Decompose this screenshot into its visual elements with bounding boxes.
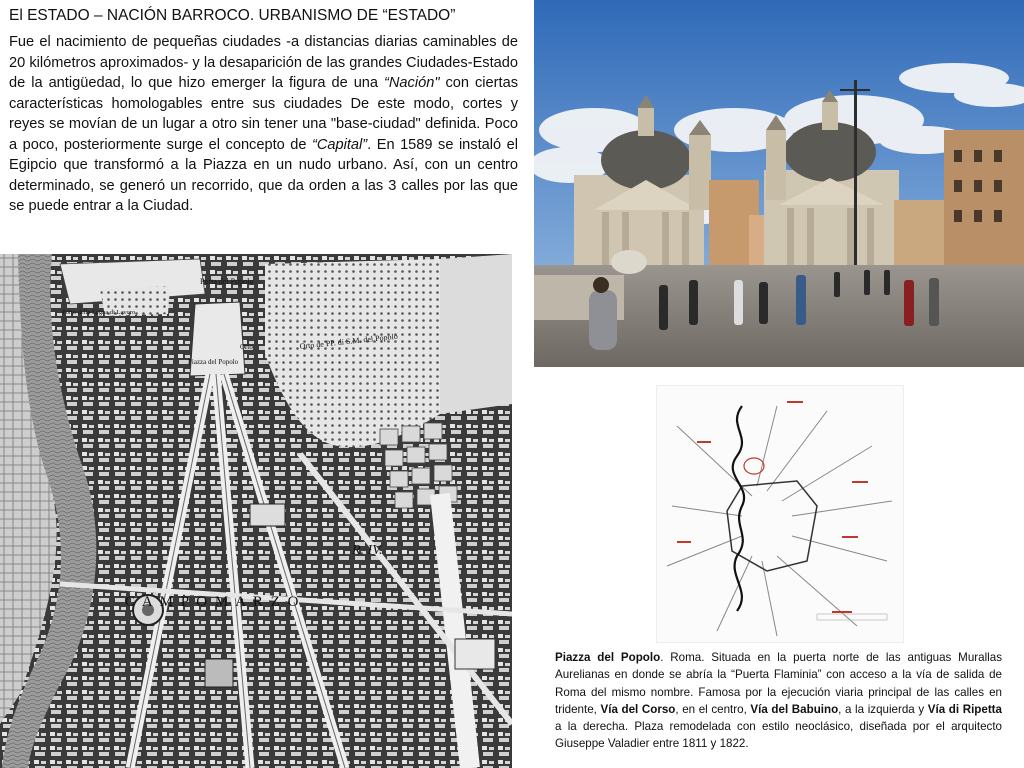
caption-via-babuino: Vía del Babuino [750, 702, 839, 716]
map-label-orto-pp: Orto de PP. di S.M. del Popolo [299, 331, 399, 351]
caption-title: Piazza del Popolo [555, 651, 661, 664]
map-label-orto: Orto [240, 343, 253, 351]
intro-nacion: “Nación" [384, 75, 440, 91]
map-label-porta: Porta del Popolo [200, 277, 254, 286]
caption-via-ripetta: Vía di Ripetta [927, 702, 1002, 716]
historic-map-image [0, 254, 512, 768]
intro-text-2: con ciertas características homologables entre sus ciudades De este modo, cortes y reyes se movían de un lugar a otro sin tener una "base-ciudad" definida. Poco a poco, posteriormente surge el concepto de [9, 75, 518, 153]
caption-text-3: , a la izquierda y [838, 702, 928, 716]
intro-paragraph [9, 32, 518, 217]
intro-text-1: Fue el nacimiento de pequeñas ciudades -a distancias diarias caminables de 20 kilómetros aproximados- y la desaparición de las grandes Ciudades-Estado de la antigüedad, lo que hizo emerger la figura de una [9, 34, 518, 91]
map-label-porto: Porto della Legna di Lavoro [62, 309, 136, 316]
caption-text-4: a la derecha. Plaza remodelada con estilo neoclásico, diseñada por el arquitecto Giuseppe Valadier entre 1811 y 1822. [555, 720, 1002, 751]
caption-via-corso: Vía del Corso [600, 702, 676, 716]
slide-title: El ESTADO – NACIÓN BARROCO. URBANISMO DE “ESTADO” [9, 7, 456, 24]
rome-sketch-diagram [656, 385, 904, 643]
intro-text-3: . En 1589 se instaló el Egipcio que transformó a la Piazza en un nudo urbano. Así, con un centro determinado, se generó un recorrido, que da orden a las 3 calles por las que se puede entrar a la Ciudad. [9, 136, 518, 214]
map-label-rione: R. IV. [352, 543, 383, 558]
intro-capital: “Capital” [312, 136, 368, 153]
piazza-del-popolo-photo [534, 0, 1024, 367]
caption-text-2: , en el centro, [675, 702, 751, 716]
map-label-piazza: Piazza del Popolo [188, 358, 239, 366]
caption-text-1: . Roma. Situada en la puerta norte de las antiguas Murallas Aurelianas en donde se abría la “Puerta Flaminia” con acceso a la vía de salida de Roma del mismo nombre. Famosa por la ejecución viaria principal de las calles en tridente, [555, 651, 1002, 716]
map-label-campo-marzo: C A M P O M A R Z O [125, 594, 301, 610]
caption-paragraph [555, 649, 1002, 753]
